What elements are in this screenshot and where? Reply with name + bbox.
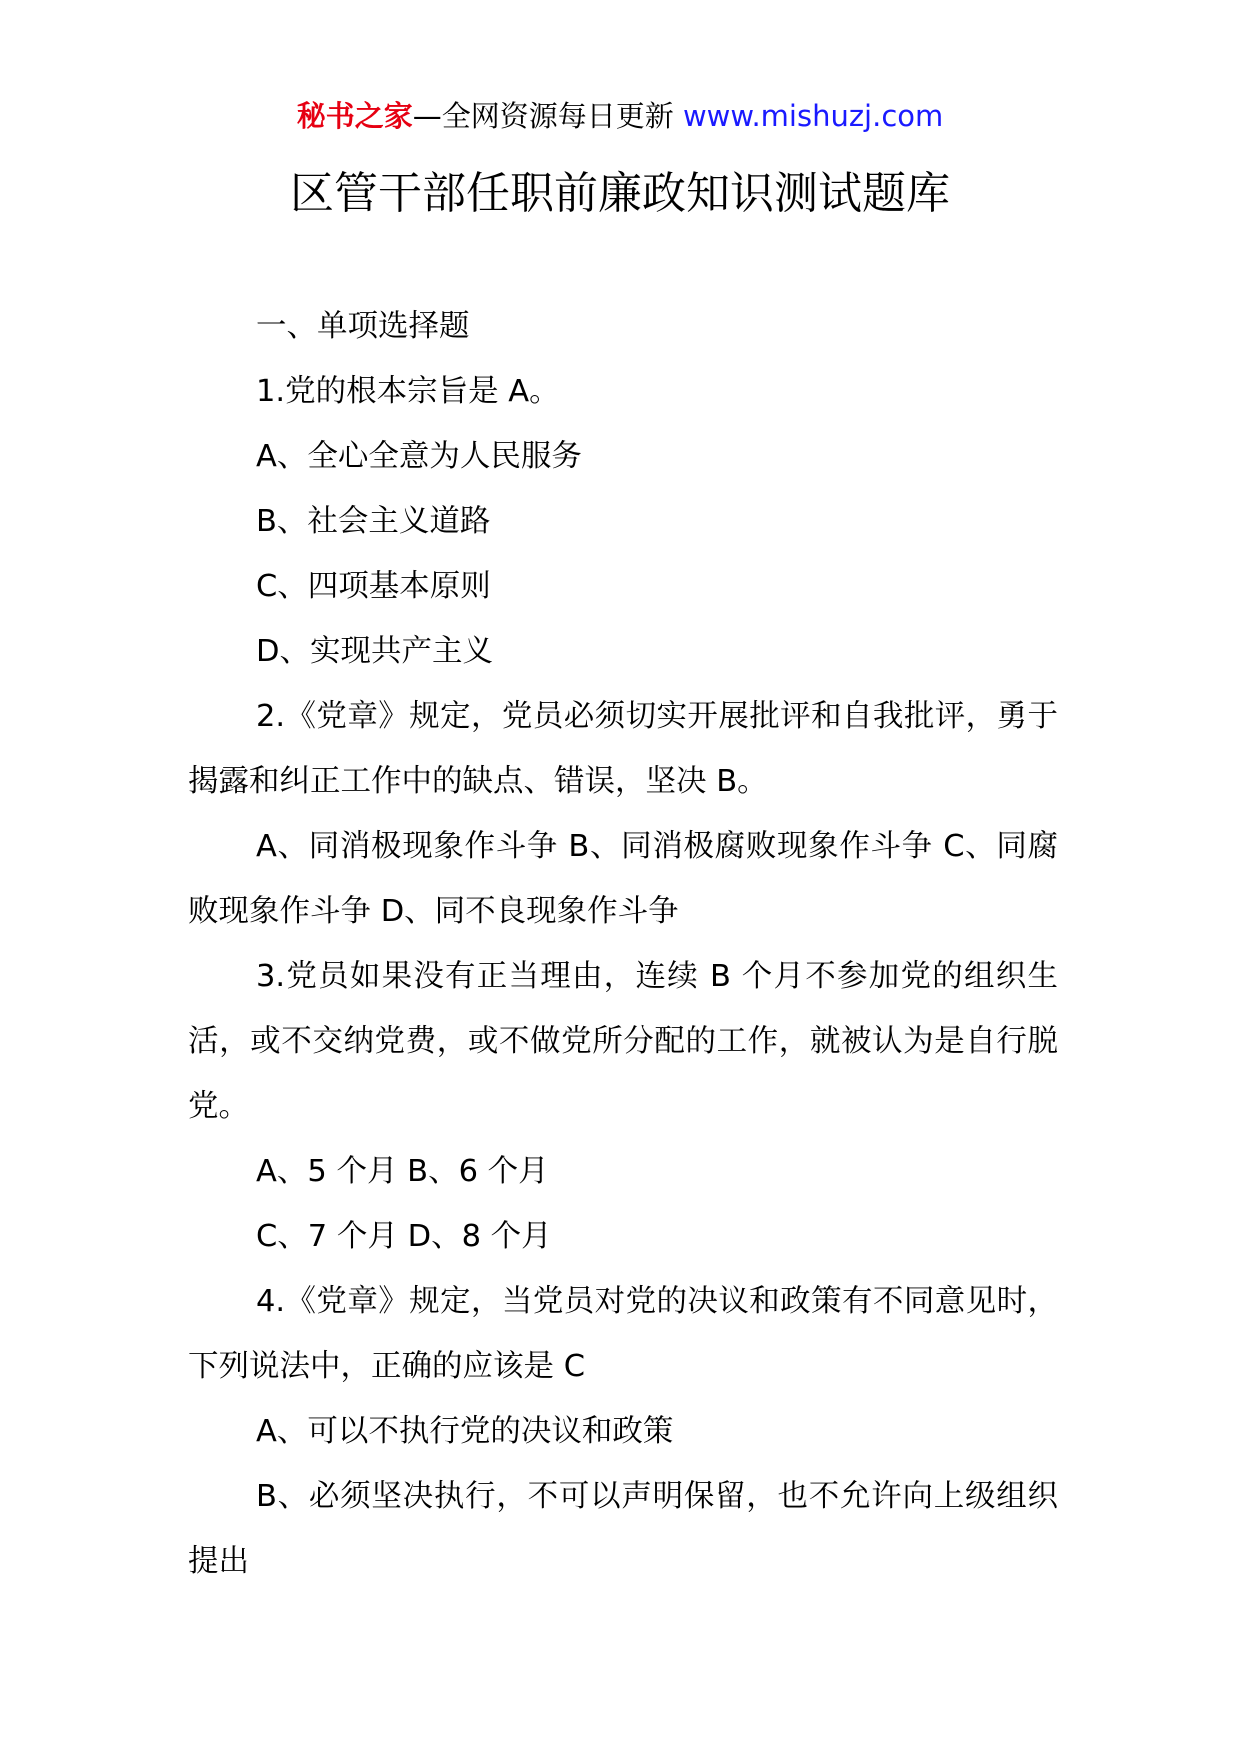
question-1-option-c: C、四项基本原则 — [256, 569, 491, 604]
question-4-option-a: A、可以不执行党的决议和政策 — [256, 1414, 674, 1449]
question-2-options: A、同消极现象作斗争 B、同消极腐败现象作斗争 C、同腐败现象作斗争 D、同不良现象作斗争 — [188, 829, 1058, 929]
question-4: 4.《党章》规定，当党员对党的决议和政策有不同意见时，下列说法中，正确的应该是 C — [188, 1284, 1058, 1384]
question-3: 3.党员如果没有正当理由，连续 B 个月不参加党的组织生活，或不交纳党费，或不做党所分配的工作，就被认为是自行脱党。 — [188, 959, 1058, 1124]
header-tagline: —全网资源每日更新 — [412, 99, 683, 133]
question-2: 2.《党章》规定，党员必须切实开展批评和自我批评，勇于揭露和纠正工作中的缺点、错误，坚决 B。 — [188, 699, 1058, 799]
question-1: 1.党的根本宗旨是 A。 — [256, 374, 560, 409]
question-1-option-b: B、社会主义道路 — [256, 504, 491, 539]
section-heading: 一、单项选择题 — [256, 309, 470, 344]
document-body — [188, 294, 1058, 1594]
site-header — [0, 98, 1240, 134]
document-title: 区管干部任职前廉政知识测试题库 — [290, 168, 950, 219]
question-3-options-cd: C、7 个月 D、8 个月 — [256, 1219, 552, 1254]
brand-name: 秘书之家 — [296, 99, 413, 133]
question-1-option-a: A、全心全意为人民服务 — [256, 439, 582, 474]
question-3-options-ab: A、5 个月 B、6 个月 — [256, 1154, 549, 1189]
question-4-option-b: B、必须坚决执行，不可以声明保留，也不允许向上级组织提出 — [188, 1479, 1058, 1579]
question-1-option-d: D、实现共产主义 — [256, 634, 493, 669]
site-url-link[interactable]: www.mishuzj.com — [682, 99, 944, 133]
